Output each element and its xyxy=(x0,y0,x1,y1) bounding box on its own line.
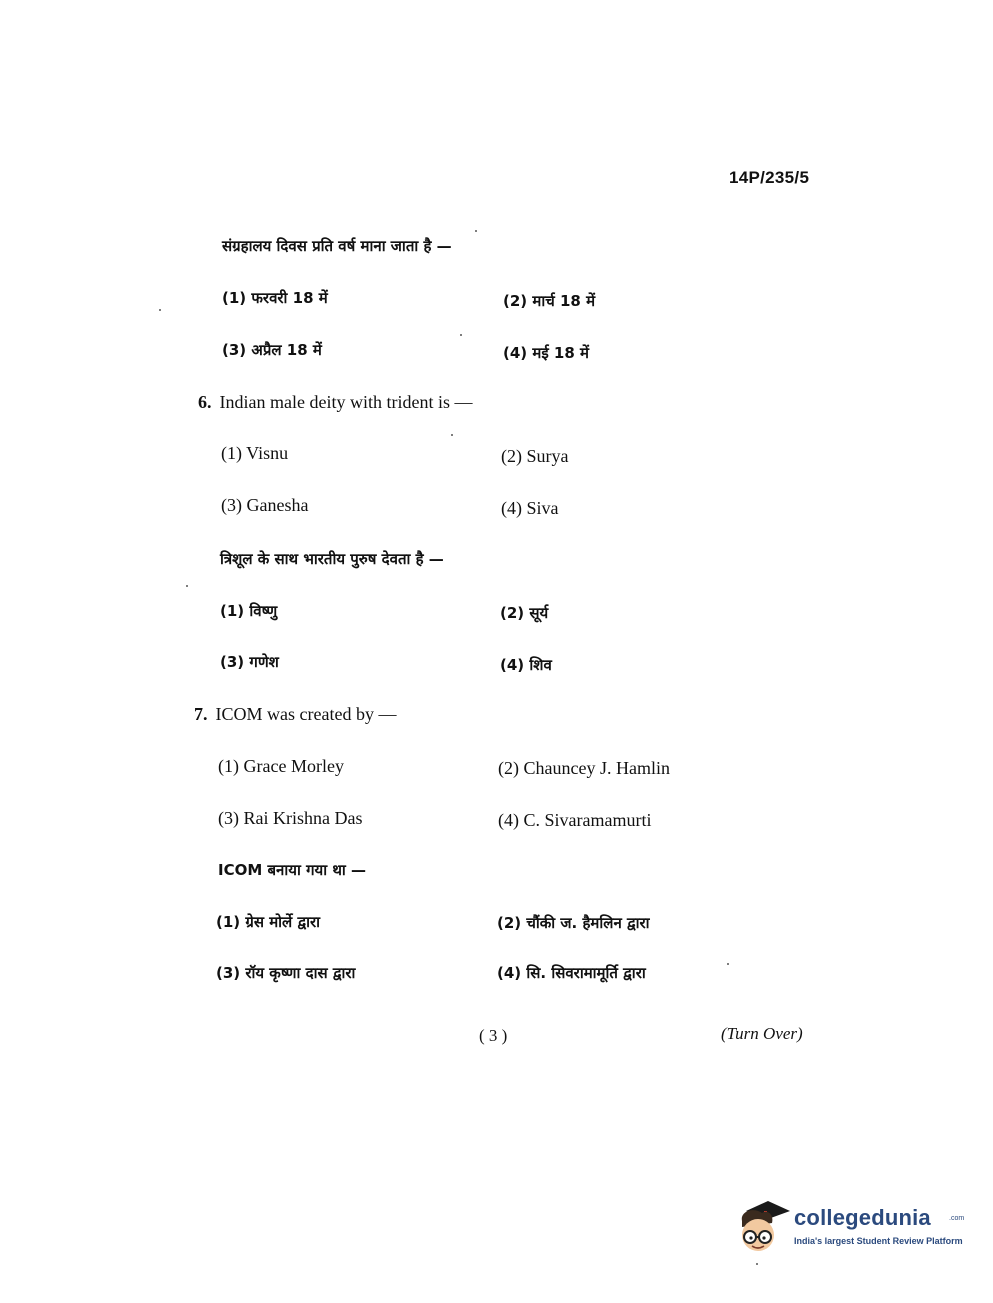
q5-hindi-option-1: (1) फरवरी 18 में xyxy=(222,289,328,307)
q5-hindi-option-3: (3) अप्रैल 18 में xyxy=(222,341,322,359)
q6-option-2: (2) Surya xyxy=(501,446,569,466)
q7-option-3: (3) Rai Krishna Das xyxy=(218,808,363,828)
scan-speck xyxy=(460,334,462,336)
q5-hindi-option-2: (2) मार्च 18 में xyxy=(503,292,596,310)
q7-stem: ICOM was created by — xyxy=(215,704,397,724)
scan-speck xyxy=(451,434,453,436)
q6-hindi-option-4: (4) शिव xyxy=(500,656,552,674)
scan-speck xyxy=(727,963,729,965)
page-number: ( 3 ) xyxy=(479,1026,508,1045)
q7-option-1: (1) Grace Morley xyxy=(218,756,344,776)
q5-hindi-stem: संग्रहालय दिवस प्रति वर्ष माना जाता है — xyxy=(222,237,452,255)
q6-option-4: (4) Siva xyxy=(501,498,559,518)
q7-hindi-stem xyxy=(218,860,366,880)
q5-hindi-option-4: (4) मई 18 में xyxy=(503,344,589,362)
q6-hindi-stem: त्रिशूल के साथ भारतीय पुरुष देवता है — xyxy=(220,550,444,568)
q7-hindi-option-1: (1) ग्रेस मोर्ले द्वारा xyxy=(216,913,320,931)
q6-option-3: (3) Ganesha xyxy=(221,495,309,515)
q6-hindi-option-2: (2) सूर्य xyxy=(500,604,549,622)
scan-speck xyxy=(756,1263,758,1265)
collegedunia-logo xyxy=(734,1197,964,1259)
scan-speck xyxy=(475,230,477,232)
brand-name: collegedunia xyxy=(794,1205,931,1230)
q7-hindi-option-3: (3) रॉय कृष्णा दास द्वारा xyxy=(216,964,356,982)
brand-tagline: India's largest Student Review Platform xyxy=(794,1236,963,1246)
q7-option-4: (4) C. Sivaramamurti xyxy=(498,810,652,830)
brand-dotcom: .com xyxy=(949,1215,965,1222)
q7-hindi-stem-text: ICOM बनाया गया था — xyxy=(218,861,367,879)
q6-hindi-option-3: (3) गणेश xyxy=(220,653,279,671)
q7-hindi-option-2: (2) चौंकी ज. हैमलिन द्वारा xyxy=(497,914,650,932)
scan-speck xyxy=(186,585,188,587)
q6-option-1: (1) Visnu xyxy=(221,443,289,463)
q7-stem-row xyxy=(194,704,396,725)
q7-number: 7. xyxy=(194,704,208,724)
q6-stem-row xyxy=(198,392,472,413)
turn-over-note: (Turn Over) xyxy=(721,1024,803,1043)
scan-speck xyxy=(159,309,161,311)
q6-stem: Indian male deity with trident is — xyxy=(219,392,473,412)
paper-code: 14P/235/5 xyxy=(729,168,810,187)
q7-hindi-option-4: (4) सि. सिवरामामूर्ति द्वारा xyxy=(497,964,646,982)
student-mascot-icon xyxy=(734,1197,792,1259)
q7-option-2: (2) Chauncey J. Hamlin xyxy=(498,758,670,778)
q6-hindi-option-1: (1) विष्णु xyxy=(220,602,278,620)
q6-number: 6. xyxy=(198,392,212,412)
